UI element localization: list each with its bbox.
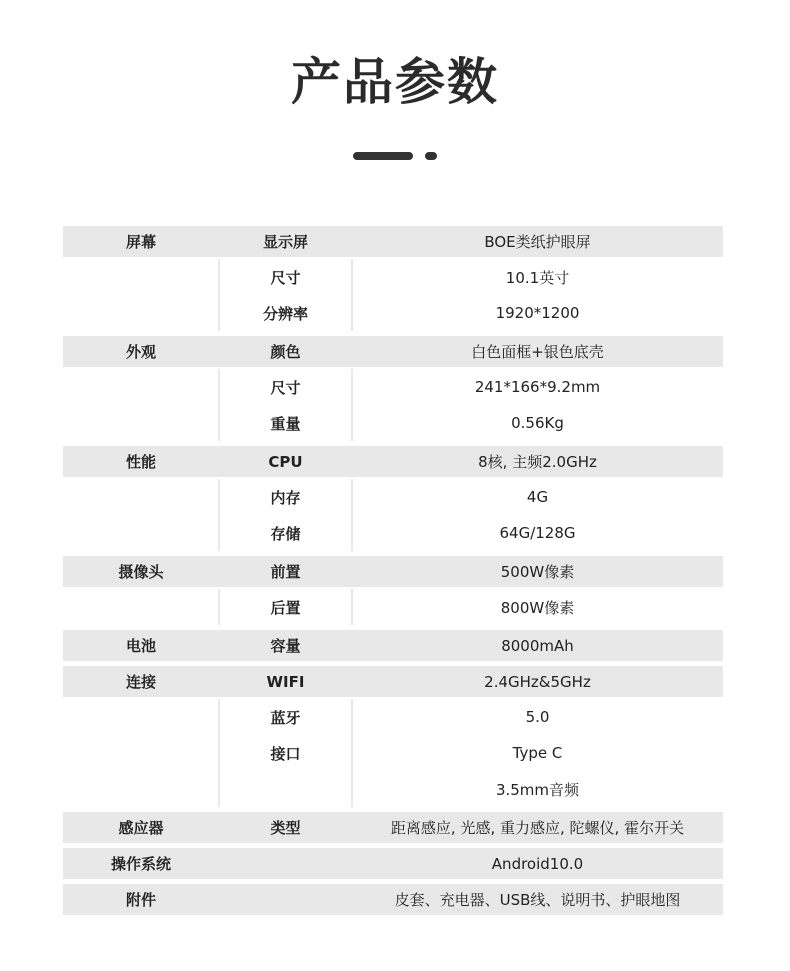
- spec-value: 皮套、充电器、USB线、说明书、护眼地图: [394, 891, 681, 909]
- spec-section: [63, 446, 723, 551]
- column-divider: [351, 699, 353, 735]
- title-underline-bar: [353, 152, 413, 160]
- spec-value: 8核, 主频2.0GHz: [478, 453, 597, 471]
- spec-category: 感应器: [118, 819, 164, 837]
- column-divider: [351, 295, 353, 331]
- column-divider: [351, 735, 353, 771]
- spec-label: 内存: [270, 488, 301, 507]
- spec-row: [63, 369, 723, 405]
- column-divider: [218, 295, 220, 331]
- spec-row-header: [63, 630, 723, 661]
- spec-value: 4G: [526, 488, 549, 506]
- spec-category: 连接: [125, 673, 156, 691]
- spec-label: 容量: [270, 637, 301, 655]
- column-divider: [218, 405, 220, 441]
- spec-label: 存储: [270, 524, 301, 543]
- column-divider: [351, 589, 353, 625]
- spec-value: 64G/128G: [499, 524, 576, 542]
- spec-value: Android10.0: [491, 854, 584, 873]
- title-underline-dot: [425, 152, 437, 160]
- spec-label: 前置: [270, 563, 301, 581]
- column-divider: [218, 479, 220, 515]
- spec-label: 类型: [270, 819, 301, 837]
- spec-value: 白色面框+银色底壳: [471, 343, 604, 361]
- spec-label: 显示屏: [262, 233, 308, 251]
- spec-value: Type C: [512, 744, 563, 762]
- column-divider: [218, 735, 220, 771]
- spec-label: 颜色: [270, 343, 301, 361]
- spec-category: 操作系统: [110, 855, 171, 873]
- spec-value: 5.0: [525, 708, 550, 726]
- spec-section: [63, 848, 723, 879]
- spec-row: [63, 405, 723, 441]
- column-divider: [351, 479, 353, 515]
- spec-row-header: [63, 666, 723, 697]
- spec-label: 尺寸: [270, 268, 301, 287]
- spec-section: [63, 884, 723, 915]
- spec-value: 10.1英寸: [505, 268, 570, 287]
- column-divider: [351, 369, 353, 405]
- spec-row-header: [63, 336, 723, 367]
- spec-row: [63, 515, 723, 551]
- spec-value: 3.5mm音频: [495, 780, 580, 799]
- spec-value: 距离感应, 光感, 重力感应, 陀螺仪, 霍尔开关: [390, 819, 685, 837]
- spec-value: 800W像素: [500, 598, 575, 617]
- spec-row-header: [63, 446, 723, 477]
- column-divider: [351, 259, 353, 295]
- column-divider: [218, 515, 220, 551]
- spec-value: 1920*1200: [495, 304, 580, 322]
- column-divider: [218, 369, 220, 405]
- column-divider: [351, 771, 353, 807]
- spec-category: 屏幕: [125, 233, 156, 251]
- column-divider: [218, 259, 220, 295]
- column-divider: [218, 589, 220, 625]
- spec-value: 241*166*9.2mm: [474, 378, 601, 396]
- spec-row: [63, 699, 723, 735]
- column-divider: [351, 515, 353, 551]
- spec-row: [63, 589, 723, 625]
- spec-row: [63, 479, 723, 515]
- spec-row-header: [63, 226, 723, 257]
- spec-label: CPU: [268, 452, 303, 471]
- spec-category: 电池: [125, 637, 156, 655]
- spec-label: 重量: [270, 414, 301, 433]
- spec-section: [63, 812, 723, 843]
- spec-section: [63, 226, 723, 331]
- spec-row-header: [63, 556, 723, 587]
- spec-category: 摄像头: [118, 563, 164, 581]
- spec-value: 2.4GHz&5GHz: [484, 672, 591, 691]
- column-divider: [218, 771, 220, 807]
- spec-label: WIFI: [266, 672, 305, 691]
- spec-value: 0.56Kg: [511, 414, 564, 432]
- spec-table: [63, 226, 723, 915]
- column-divider: [351, 405, 353, 441]
- spec-section: [63, 630, 723, 661]
- page-title: 产品参数: [291, 53, 499, 111]
- spec-category: 外观: [125, 343, 156, 361]
- spec-section: [63, 336, 723, 441]
- spec-section: [63, 556, 723, 625]
- spec-row: [63, 259, 723, 295]
- spec-value: 8000mAh: [501, 636, 574, 655]
- spec-row-header: [63, 884, 723, 915]
- spec-label: 尺寸: [270, 378, 301, 397]
- spec-category: 性能: [125, 453, 156, 471]
- spec-row: [63, 771, 723, 807]
- spec-value: BOE类纸护眼屏: [484, 233, 591, 251]
- column-divider: [218, 699, 220, 735]
- spec-label: 分辨率: [262, 304, 308, 323]
- spec-value: 500W像素: [500, 563, 575, 581]
- spec-label: 蓝牙: [270, 708, 301, 727]
- spec-row-header: [63, 848, 723, 879]
- spec-section: [63, 666, 723, 807]
- spec-category: 附件: [125, 891, 156, 909]
- spec-label: 后置: [270, 598, 301, 617]
- spec-row: [63, 735, 723, 771]
- spec-row-header: [63, 812, 723, 843]
- spec-label: 接口: [270, 744, 301, 763]
- spec-row: [63, 295, 723, 331]
